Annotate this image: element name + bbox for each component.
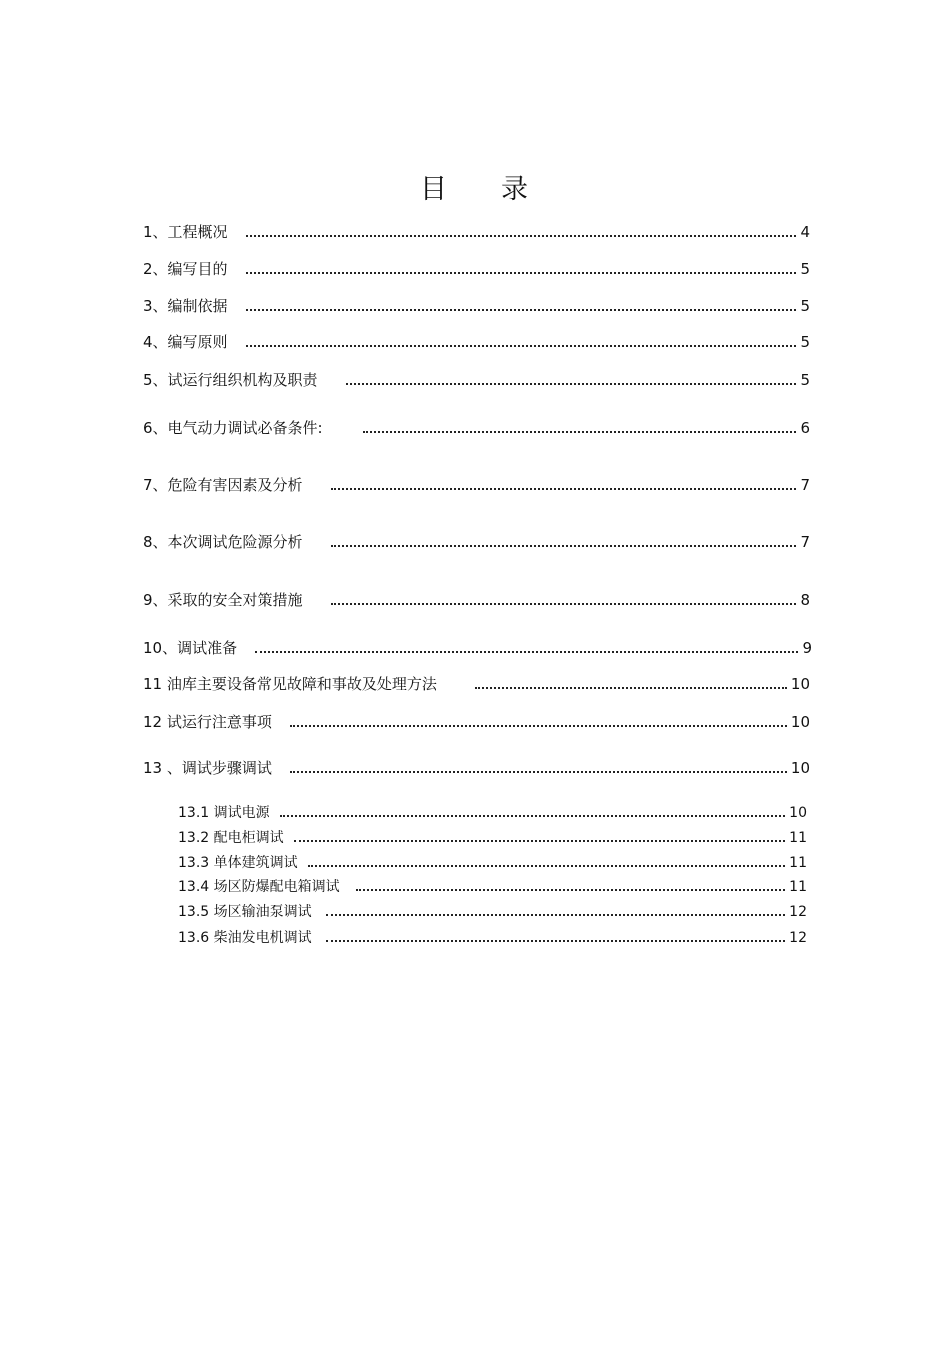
toc-entry[interactable] (143, 332, 810, 352)
toc-subentry-page: 11 (789, 855, 807, 871)
toc-leader-dots (356, 881, 786, 891)
toc-leader-dots (475, 679, 787, 689)
toc-entry-page: 10 (790, 675, 810, 693)
toc-entry-label: 7、危险有害因素及分析 (143, 476, 303, 494)
toc-entry[interactable] (143, 296, 810, 316)
toc-subentry[interactable] (178, 829, 807, 847)
toc-entry-label: 9、采取的安全对策措施 (143, 591, 303, 609)
toc-entry[interactable] (143, 590, 810, 610)
toc-entry-label: 1、工程概况 (143, 223, 228, 241)
toc-subentry-label: 13.2 配电柜调试 (178, 830, 284, 846)
toc-leader-dots (331, 537, 797, 547)
toc-entry-label: 5、试运行组织机构及职责 (143, 371, 318, 389)
toc-entry[interactable] (143, 475, 810, 495)
toc-entry-page: 8 (800, 591, 810, 609)
toc-subentry-page: 12 (789, 904, 807, 920)
toc-entry-page: 10 (790, 759, 810, 777)
toc-leader-dots (246, 264, 797, 274)
toc-leader-dots (331, 595, 797, 605)
toc-leader-dots (290, 763, 787, 773)
toc-subentry-page: 12 (789, 930, 807, 946)
toc-subentry-label: 13.1 调试电源 (178, 805, 270, 821)
toc-entry[interactable] (143, 758, 810, 778)
toc-leader-dots (246, 227, 797, 237)
toc-leader-dots (363, 423, 797, 433)
toc-subentry[interactable] (178, 854, 807, 872)
toc-subentry-page: 11 (789, 879, 807, 895)
toc-entry[interactable] (143, 222, 810, 242)
toc-leader-dots (326, 932, 786, 942)
toc-entry-page: 5 (800, 297, 810, 315)
toc-entry-page: 7 (800, 533, 810, 551)
toc-entry[interactable] (143, 259, 810, 279)
toc-leader-dots (246, 301, 797, 311)
toc-leader-dots (346, 375, 797, 385)
toc-title-part2: 录 (501, 174, 530, 205)
toc-entry-label: 12 试运行注意事项 (143, 713, 272, 731)
toc-leader-dots (308, 857, 786, 867)
toc-subentry[interactable] (178, 929, 807, 947)
toc-subentry-label: 13.6 柴油发电机调试 (178, 930, 312, 946)
toc-subentry-label: 13.4 场区防爆配电箱调试 (178, 879, 340, 895)
toc-subentry-label: 13.5 场区输油泵调试 (178, 904, 312, 920)
toc-title-part1: 目 (420, 174, 449, 205)
toc-entry[interactable] (143, 638, 812, 658)
toc-entry-page: 9 (802, 639, 812, 657)
toc-leader-dots (280, 807, 786, 817)
toc-subentry[interactable] (178, 903, 807, 921)
toc-subentry[interactable] (178, 878, 807, 896)
toc-leader-dots (331, 480, 797, 490)
toc-entry[interactable] (143, 712, 810, 732)
toc-entry-page: 5 (800, 260, 810, 278)
toc-entry-page: 4 (800, 223, 810, 241)
toc-entry-label: 8、本次调试危险源分析 (143, 533, 303, 551)
toc-entry-label: 2、编写目的 (143, 260, 228, 278)
toc-entry-label: 10、调试准备 (143, 639, 238, 657)
toc-entry-page: 6 (800, 419, 810, 437)
toc-subentry-page: 10 (789, 805, 807, 821)
toc-title (0, 172, 950, 208)
toc-leader-dots (246, 337, 797, 347)
toc-leader-dots (255, 643, 798, 653)
toc-entry-label: 6、电气动力调试必备条件: (143, 419, 323, 437)
toc-entry-label: 4、编写原则 (143, 333, 228, 351)
toc-entry-label: 3、编制依据 (143, 297, 228, 315)
toc-leader-dots (294, 832, 786, 842)
toc-entry[interactable] (143, 418, 810, 438)
toc-entry-page: 7 (800, 476, 810, 494)
toc-entry-label: 11 油库主要设备常见故障和事故及处理方法 (143, 675, 437, 693)
toc-entry-page: 10 (790, 713, 810, 731)
toc-subentry[interactable] (178, 804, 807, 822)
toc-subentry-page: 11 (789, 830, 807, 846)
toc-entry-page: 5 (800, 371, 810, 389)
toc-leader-dots (326, 906, 786, 916)
toc-leader-dots (290, 717, 787, 727)
toc-entry[interactable] (143, 370, 810, 390)
toc-entry-page: 5 (800, 333, 810, 351)
toc-subentry-label: 13.3 单体建筑调试 (178, 855, 298, 871)
toc-entry-label: 13 、调试步骤调试 (143, 759, 272, 777)
toc-entry[interactable] (143, 532, 810, 552)
toc-entry[interactable] (143, 674, 810, 694)
